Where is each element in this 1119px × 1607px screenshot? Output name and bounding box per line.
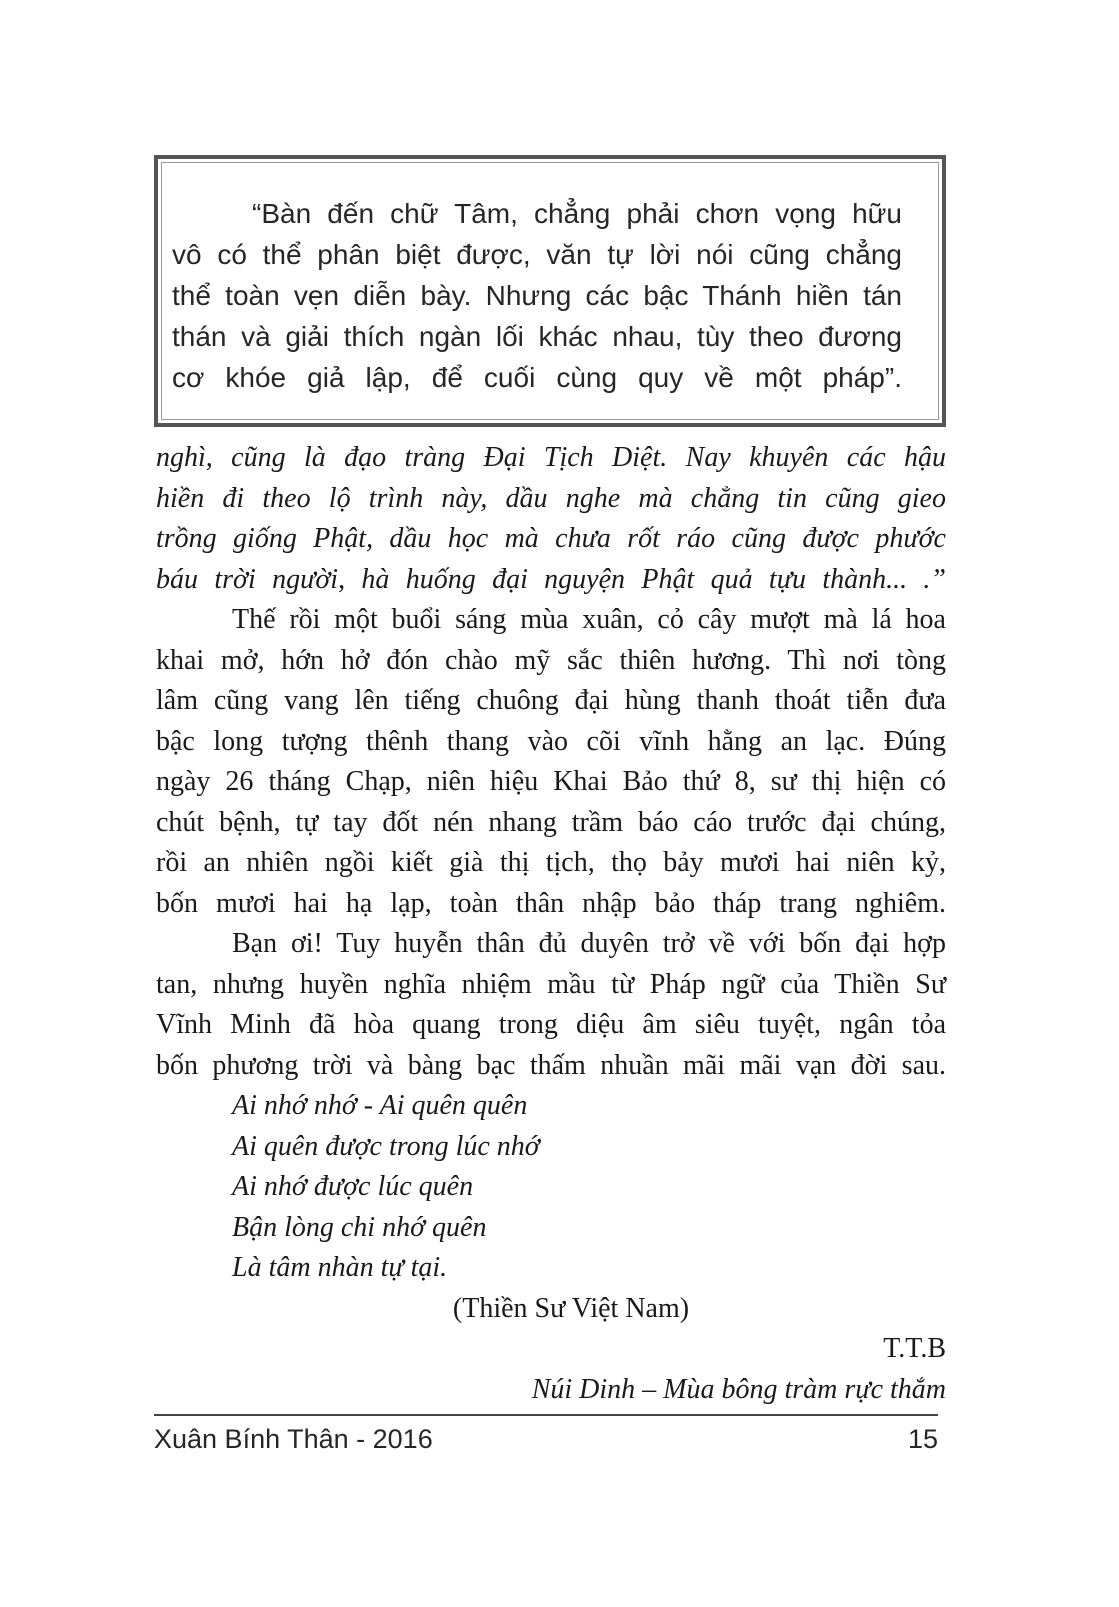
poem-line: Ai nhớ được lúc quên: [232, 1171, 474, 1202]
text-line: nghì, cũng là đạo tràng Đại Tịch Diệt. Nay khuyên các hậu: [156, 442, 946, 473]
text-line: hiền đi theo lộ trình này, dầu nghe mà chẳng tin cũng gieo: [156, 482, 946, 514]
text-line: Thế rồi một buổi sáng mùa xuân, cỏ cây mượt mà lá hoa: [232, 604, 946, 635]
text-line: bốn phương trời và bàng bạc thấm nhuần mãi mãi vạn đời sau.: [156, 1049, 946, 1081]
paragraph-3: [156, 924, 946, 1086]
text-line: bậc long tượng thênh thang vào cõi vĩnh hằng an lạc. Đúng: [156, 725, 946, 757]
text-line: báu trời người, hà huống đại nguyện Phật quả tựu thành... .”: [156, 563, 946, 595]
quote-line: “Bàn đến chữ Tâm, chẳng phải chơn vọng hữu: [252, 198, 902, 229]
author-signature: T.T.B: [883, 1333, 946, 1364]
poem-line: Bận lòng chi nhớ quên: [232, 1211, 487, 1243]
poem-source: (Thiền Sư Việt Nam): [452, 1292, 690, 1324]
text-line: rồi an nhiên ngồi kiết già thị tịch, thọ bảy mươi hai niên kỷ,: [156, 847, 946, 878]
poem: [156, 1086, 946, 1289]
text-line: trồng giống Phật, dầu học mà chưa rốt ráo cũng được phước: [156, 523, 946, 554]
paragraph-2: [156, 600, 946, 924]
italic-paragraph: [156, 438, 946, 600]
footer-divider: [154, 1414, 938, 1416]
text-line: Vĩnh Minh đã hòa quang trong diệu âm siêu tuyệt, ngân tỏa: [156, 1009, 946, 1040]
text-line: bốn mươi hai hạ lạp, toàn thân nhập bảo tháp trang nghiêm.: [156, 887, 946, 919]
text-line: khai mở, hớn hở đón chào mỹ sắc thiên hương. Thì nơi tòng: [156, 644, 946, 676]
poem-line: Ai nhớ nhớ - Ai quên quên: [232, 1090, 528, 1121]
quote-line: vô có thể phân biệt được, văn tự lời nói cũng chẳng: [172, 239, 902, 270]
poem-line: Là tâm nhàn tự tại.: [232, 1252, 448, 1283]
text-line: chút bệnh, tự tay đốt nén nhang trầm báo cáo trước đại chúng,: [156, 806, 946, 838]
text-line: ngày 26 tháng Chạp, niên hiệu Khai Bảo thứ 8, sư thị hiện có: [156, 766, 946, 797]
page-footer: [154, 1424, 938, 1455]
quote-line: cơ khóe giả lập, để cuối cùng quy về một pháp”.: [172, 362, 902, 393]
body-text: [156, 438, 946, 1410]
quote-text: [172, 193, 902, 398]
footer-title: Xuân Bính Thân - 2016: [154, 1424, 433, 1454]
quote-line: thể toàn vẹn diễn bày. Nhưng các bậc Thánh hiền tán: [172, 280, 902, 311]
poem-line: Ai quên được trong lúc nhớ: [232, 1130, 540, 1162]
text-line: Bạn ơi! Tuy huyễn thân đủ duyên trở về với bốn đại hợp: [232, 928, 946, 959]
page-number: 15: [907, 1424, 938, 1454]
quote-line: thán và giải thích ngàn lối khác nhau, tùy theo đương: [172, 321, 902, 352]
quote-box: [154, 155, 946, 427]
text-line: lâm cũng vang lên tiếng chuông đại hùng thanh thoát tiễn đưa: [156, 685, 946, 716]
place-line: Núi Dinh – Mùa bông tràm rực thắm: [531, 1373, 946, 1405]
text-line: tan, nhưng huyền nghĩa nhiệm mầu từ Pháp ngữ của Thiền Sư: [156, 968, 946, 1000]
